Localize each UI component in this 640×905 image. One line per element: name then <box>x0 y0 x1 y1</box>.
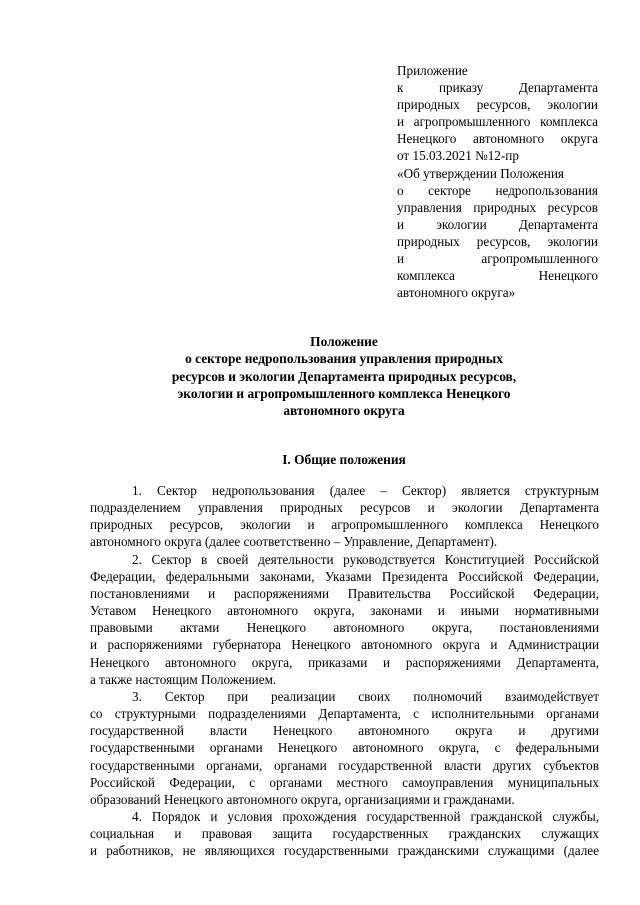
appendix-line: комплекса Ненецкого <box>397 268 598 284</box>
paragraph-2 <box>90 551 599 688</box>
paragraph-line: автономного округа (далее соответственно – Управление, Департамент). <box>90 534 498 550</box>
appendix-line: «Об утверждении Положения <box>397 165 564 181</box>
paragraph-line: Ненецкого автономного округа, приказами и распоряжениями Департамента, <box>90 654 599 670</box>
appendix-block <box>397 62 598 301</box>
appendix-line: природных ресурсов, экологии <box>397 97 598 113</box>
paragraph-line: со структурными подразделениями Департамента, с исполнительными органами <box>90 706 599 722</box>
paragraph-line: 1. Сектор недропользования (далее – Сектор) является структурным <box>132 483 599 498</box>
appendix-line: природных ресурсов, экологии <box>397 233 598 249</box>
title-line: ресурсов и экологии Департамента природных ресурсов, <box>171 368 517 384</box>
paragraph-line: 3. Сектор при реализации своих полномочий взаимодействует <box>132 688 599 704</box>
paragraph-line: социальная и правовая защита государственных гражданских служащих <box>90 826 599 842</box>
paragraph-line: государственными органами, органами государственной власти других субъектов <box>90 757 599 773</box>
appendix-line: к приказу Департамента <box>397 80 598 96</box>
appendix-line: Приложение <box>397 63 468 78</box>
paragraph-line: Федерации, федеральными законами, Указами Президента Российской Федерации, <box>90 568 599 584</box>
appendix-line: от 15.03.2021 №12-пр <box>397 148 519 164</box>
paragraph-1 <box>90 482 599 551</box>
paragraph-line: постановлениями и распоряжениями Правительства Российской Федерации, <box>90 585 599 601</box>
paragraph-line: образований Ненецкого автономного округа, организациями и гражданами. <box>90 791 515 807</box>
appendix-line: о секторе недропользования <box>397 182 598 198</box>
paragraph-3 <box>90 688 599 808</box>
paragraph-4 <box>90 808 599 859</box>
document-title <box>120 333 568 419</box>
appendix-line: Ненецкого автономного округа <box>397 131 598 147</box>
paragraph-line: 2. Сектор в своей деятельности руководствуется Конституцией Российской <box>132 551 599 567</box>
paragraph-line: 4. Порядок и условия прохождения государственной гражданской службы, <box>132 808 599 824</box>
paragraph-line: и работников, не являющихся государственными гражданскими служащими (далее <box>90 843 599 859</box>
paragraph-line: правовыми актами Ненецкого автономного округа, постановлениями <box>90 620 599 636</box>
paragraph-line: Российской Федерации, с органами местного самоуправления муниципальных <box>90 774 599 790</box>
appendix-line: и агропромышленного <box>397 251 598 267</box>
section-heading: I. Общие положения <box>282 452 406 467</box>
appendix-line: и агропромышленного комплекса <box>397 114 598 130</box>
paragraph-line: а также настоящим Положением. <box>90 671 277 687</box>
title-line: о секторе недропользования управления природных <box>185 351 503 367</box>
appendix-line: управления природных ресурсов <box>397 199 598 215</box>
paragraph-line: государственной власти Ненецкого автономного округа и другими <box>90 723 599 739</box>
paragraph-line: подразделением управления природных ресурсов и экологии Департамента <box>90 500 599 516</box>
appendix-line: автономного округа» <box>397 285 516 301</box>
paragraph-line: государственными органами Ненецкого автономного округа, с федеральными <box>90 740 599 756</box>
document-body <box>90 482 599 859</box>
title-line: экологии и агропромышленного комплекса Ненецкого <box>177 385 511 401</box>
title-line: Положение <box>310 334 378 349</box>
paragraph-line: природных ресурсов, экологии и агропромышленного комплекса Ненецкого <box>90 517 599 533</box>
title-line: автономного округа <box>283 403 405 419</box>
paragraph-line: Уставом Ненецкого автономного округа, законами и иными нормативными <box>90 603 599 619</box>
paragraph-line: и распоряжениями губернатора Ненецкого автономного округа и Администрации <box>90 637 599 653</box>
appendix-line: и экологии Департамента <box>397 216 598 232</box>
